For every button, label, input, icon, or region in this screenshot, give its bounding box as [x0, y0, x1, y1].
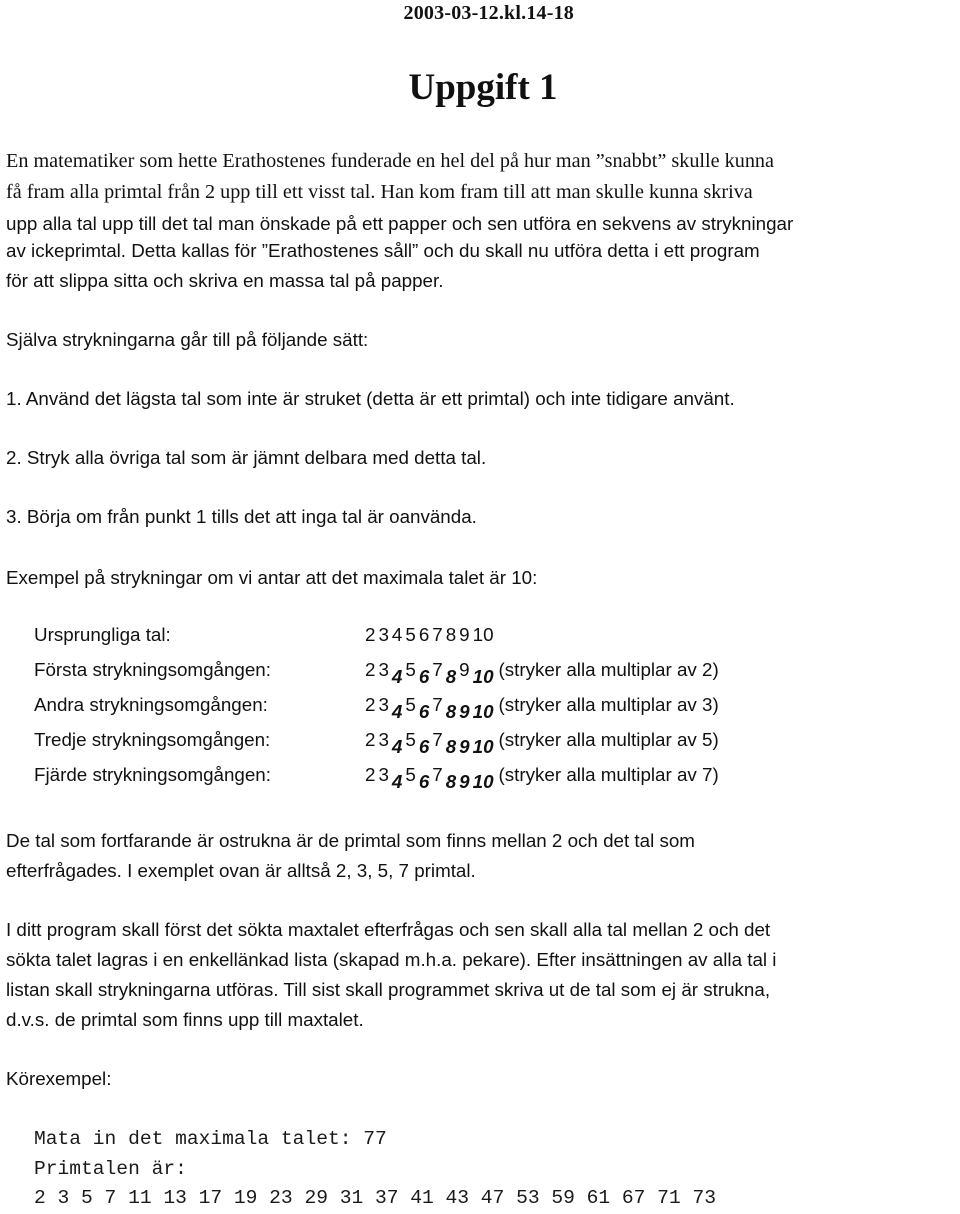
round-numbers [365, 624, 497, 646]
number: 8 [445, 624, 457, 645]
run-output-line: 2 3 5 7 11 13 17 19 23 29 31 37 41 43 47 53 59 61 67 71 73 [34, 1187, 716, 1209]
intro-line: En matematiker som hette Erathostenes funderade en hel del på hur man ”snabbt” skulle kunna [6, 150, 774, 172]
intro-paragraph-sans [6, 236, 956, 296]
intro-line: upp alla tal upp till det tal man önskade på ett papper och sen utföra en sekvens av strykningar [6, 213, 794, 234]
step-1: 1. Använd det lägsta tal som inte är struket (detta är ett primtal) och inte tidigare använt. [6, 388, 735, 409]
struck-number: 4 [391, 666, 403, 687]
step-3: 3. Börja om från punkt 1 tills det att inga tal är oanvända. [6, 506, 477, 527]
number: 9 [459, 659, 470, 680]
round-numbers [365, 694, 719, 722]
sieve-round-row [34, 762, 934, 797]
number: 5 [405, 764, 416, 785]
round-numbers [365, 729, 719, 757]
round-label: Ursprungliga tal: [34, 624, 171, 645]
conclusion-paragraph [6, 826, 956, 886]
method-intro: Själva strykningarna går till på följande sätt: [6, 329, 369, 350]
number: 9 [459, 624, 470, 645]
number: 6 [418, 624, 430, 645]
number: 2 [365, 624, 376, 645]
round-note: (stryker alla multiplar av 3) [498, 694, 719, 715]
number: 2 [365, 694, 376, 715]
round-numbers [365, 659, 719, 687]
sieve-round-row [34, 727, 934, 762]
round-label: Andra strykningsomgången: [34, 694, 268, 715]
struck-number: 10 [472, 771, 494, 792]
round-note: (stryker alla multiplar av 5) [498, 729, 719, 750]
struck-number: 8 [445, 701, 457, 722]
struck-number: 6 [418, 771, 430, 792]
sieve-round-row [34, 622, 934, 657]
intro-line: för att slippa sitta och skriva en massa tal på papper. [6, 270, 444, 291]
sieve-round-row [34, 692, 934, 727]
number: 2 [365, 729, 376, 750]
header-date-code: 2003-03-12.kl.14-18 [403, 2, 574, 24]
run-output [34, 1125, 716, 1214]
step-2: 2. Stryk alla övriga tal som är jämnt delbara med detta tal. [6, 447, 487, 468]
struck-number: 9 [459, 701, 470, 722]
program-line: sökta talet lagras i en enkellänkad lista (skapad m.h.a. pekare). Efter insättningen av alla tal i [6, 949, 777, 970]
number: 10 [472, 624, 494, 645]
struck-number: 4 [391, 736, 403, 757]
example-intro: Exempel på strykningar om vi antar att det maximala talet är 10: [6, 567, 538, 588]
number: 3 [378, 659, 389, 680]
number: 5 [405, 694, 416, 715]
number: 7 [432, 764, 443, 785]
run-example-label: Körexempel: [6, 1068, 112, 1089]
sieve-round-row [34, 657, 934, 692]
number: 2 [365, 659, 376, 680]
number: 3 [378, 729, 389, 750]
program-line: listan skall strykningarna utföras. Till sist skall programmet skriva ut de tal som ej är strukna, [6, 979, 771, 1000]
struck-number: 8 [445, 771, 457, 792]
intro-paragraph-serif [6, 146, 956, 239]
sieve-rounds-table [34, 622, 934, 797]
struck-number: 9 [459, 736, 470, 757]
struck-number: 4 [391, 771, 403, 792]
number: 3 [378, 764, 389, 785]
number: 7 [432, 694, 443, 715]
round-label: Tredje strykningsomgången: [34, 729, 271, 750]
run-output-line: Primtalen är: [34, 1157, 187, 1180]
page-title: Uppgift 1 [408, 67, 558, 108]
number: 5 [405, 729, 416, 750]
conclusion-line: De tal som fortfarande är ostrukna är de primtal som finns mellan 2 och det tal som [6, 830, 695, 851]
run-output-line: Mata in det maximala talet: 77 [34, 1128, 387, 1150]
number: 7 [432, 729, 443, 750]
number: 5 [405, 624, 416, 645]
program-paragraph [6, 915, 956, 1035]
struck-number: 9 [459, 771, 470, 792]
number: 4 [391, 624, 403, 645]
program-line: I ditt program skall först det sökta maxtalet efterfrågas och sen skall alla tal mellan 2 och det [6, 919, 771, 940]
struck-number: 6 [418, 736, 430, 757]
struck-number: 8 [445, 736, 457, 757]
number: 5 [405, 659, 416, 680]
struck-number: 6 [418, 666, 430, 687]
struck-number: 6 [418, 701, 430, 722]
round-note: (stryker alla multiplar av 2) [498, 659, 719, 680]
struck-number: 8 [445, 666, 457, 687]
number: 3 [378, 624, 389, 645]
intro-line: få fram alla primtal från 2 upp till ett visst tal. Han kom fram till att man skulle kunna skriva [6, 181, 753, 203]
number: 7 [432, 624, 443, 645]
round-numbers [365, 764, 719, 792]
struck-number: 4 [391, 701, 403, 722]
struck-number: 10 [472, 736, 494, 757]
number: 3 [378, 694, 389, 715]
round-label: Fjärde strykningsomgången: [34, 764, 271, 785]
conclusion-line: efterfrågades. I exemplet ovan är alltså 2, 3, 5, 7 primtal. [6, 860, 476, 881]
struck-number: 10 [472, 666, 494, 687]
program-line: d.v.s. de primtal som finns upp till maxtalet. [6, 1009, 364, 1030]
struck-number: 10 [472, 701, 494, 722]
number: 7 [432, 659, 443, 680]
round-label: Första strykningsomgången: [34, 659, 271, 680]
round-note: (stryker alla multiplar av 7) [498, 764, 719, 785]
number: 2 [365, 764, 376, 785]
intro-line: av ickeprimtal. Detta kallas för ”Erathostenes såll” och du skall nu utföra detta i ett program [6, 240, 760, 261]
